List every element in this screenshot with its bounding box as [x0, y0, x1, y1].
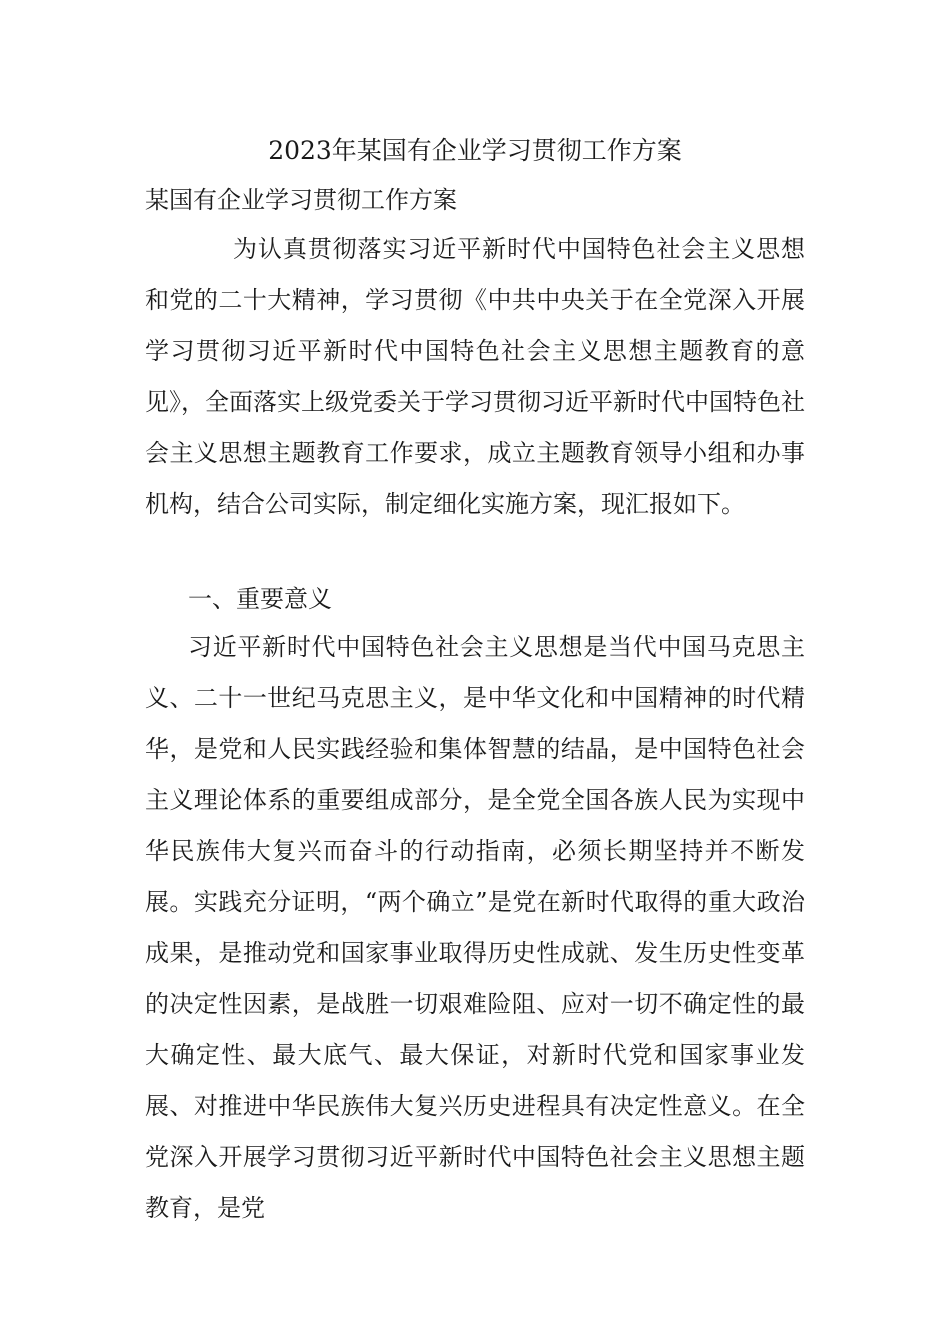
document-subtitle: 某国有企业学习贯彻工作方案 — [145, 186, 457, 214]
intro-paragraph: 为认真贯彻落实习近平新时代中国特色社会主义思想和党的二十大精神，学习贯彻《中共中央关于在全党深入开展学习贯彻习近平新时代中国特色社会主义思想主题教育的意见》，全面落实上级党委关于学习贯彻习近平新时代中国特色社会主义思想主题教育工作要求，成立主题教育领导小组和办事机构，结合公司实际，制定细化实施方案，现汇报如下。 — [145, 235, 805, 518]
section-heading: 一、重要意义 — [188, 585, 332, 613]
section-paragraph: 习近平新时代中国特色社会主义思想是当代中国马克思主义、二十一世纪马克思主义，是中华文化和中国精神的时代精华，是党和人民实践经验和集体智慧的结晶，是中国特色社会主义理论体系的重要组成部分，是全党全国各族人民为实现中华民族伟大复兴而奋斗的行动指南，必须长期坚持并不断发展。实践充分证明，“两个确立”是党在新时代取得的重大政治成果，是推动党和国家事业取得历史性成就、发生历史性变革的决定性因素，是战胜一切艰难险阻、应对一切不确定性的最大确定性、最大底气、最大保证，对新时代党和国家事业发展、对推进中华民族伟大复兴历史进程具有决定性意义。在全党深入开展学习贯彻习近平新时代中国特色社会主义思想主题教育，是党 — [145, 633, 805, 1222]
document-title: 2023年某国有企业学习贯彻工作方案 — [268, 136, 682, 165]
